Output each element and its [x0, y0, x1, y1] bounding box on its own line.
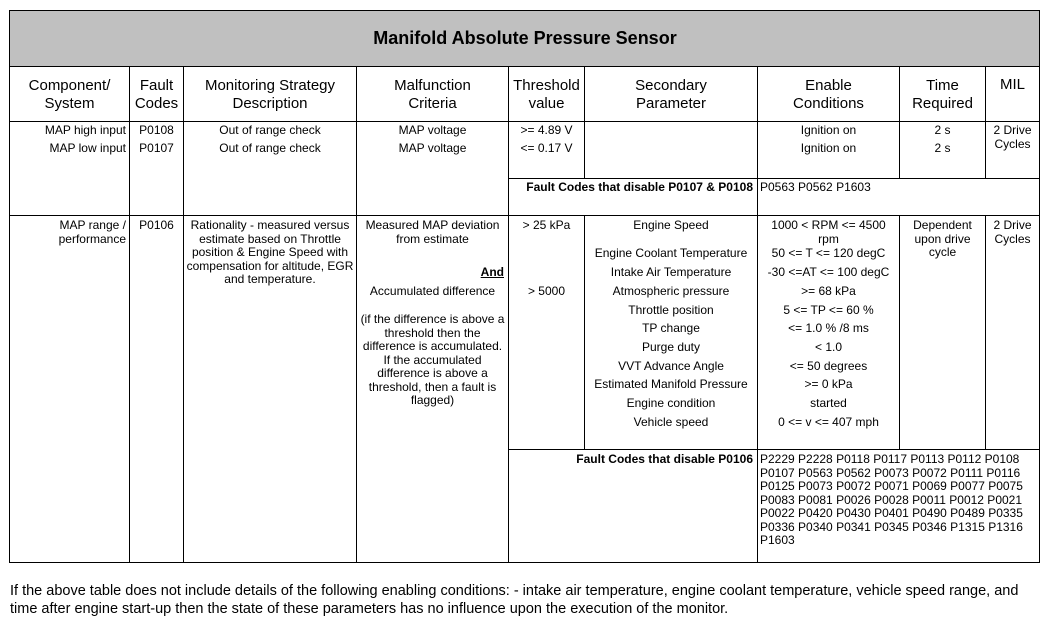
threshold-cell: > 5000	[527, 284, 566, 298]
enable-condition: >= 0 kPa	[804, 377, 853, 391]
enable-condition: <= 50 degrees	[789, 359, 868, 373]
secondary-parameter: Estimated Manifold Pressure	[594, 377, 748, 391]
enable-cell: Ignition on	[800, 123, 857, 137]
time-cell: 2 s	[934, 123, 951, 137]
malfunction-cell: MAP voltage	[398, 123, 467, 137]
secondary-parameter: TP change	[642, 321, 700, 335]
malfunction-criteria-2: Accumulated difference	[369, 284, 496, 298]
header-secondary: Secondary Parameter	[635, 77, 707, 112]
disable-codes-label: Fault Codes that disable P0106	[576, 452, 753, 466]
header-threshold: Threshold value	[513, 77, 580, 112]
header-malfunction: Malfunction Criteria	[394, 77, 471, 112]
strategy-cell: Out of range check	[219, 123, 321, 137]
fault-code-cell: P0107	[139, 141, 174, 155]
enable-condition: 50 <= T <= 120 degC	[771, 246, 886, 260]
fault-code-cell: P0108	[139, 123, 174, 137]
header-enable: Enable Conditions	[793, 77, 864, 112]
secondary-parameter: Atmospheric pressure	[612, 284, 730, 298]
disable-codes-label: Fault Codes that disable P0107 & P0108	[526, 180, 753, 194]
threshold-cell: <= 0.17 V	[520, 141, 573, 155]
strategy-cell: Rationality - measured versus estimate based on Throttle position & Engine Speed with compensation for altitude, EGR and temperature.	[186, 218, 354, 286]
mil-cell: 2 Drive Cycles	[993, 218, 1032, 246]
strategy-cell: Out of range check	[219, 141, 321, 155]
header-fault-codes: Fault Codes	[134, 77, 179, 112]
secondary-parameter: Vehicle speed	[633, 415, 709, 429]
time-cell: 2 s	[934, 141, 951, 155]
enable-condition: started	[810, 396, 847, 410]
header-component: Component/ System	[28, 77, 111, 112]
and-label: And	[480, 265, 504, 279]
enable-condition: 5 <= TP <= 60 %	[783, 303, 874, 317]
component-cell: MAP range / performance	[58, 218, 126, 246]
enable-condition: 0 <= v <= 407 mph	[778, 415, 879, 429]
threshold-cell: >= 4.89 V	[520, 123, 573, 137]
threshold-cell: > 25 kPa	[522, 218, 571, 232]
malfunction-criteria-1: Measured MAP deviation from estimate	[365, 218, 500, 246]
secondary-parameter: Intake Air Temperature	[610, 265, 732, 279]
secondary-parameter: VVT Advance Angle	[618, 359, 724, 373]
secondary-parameter: Engine Coolant Temperature	[594, 246, 748, 260]
secondary-parameter: Throttle position	[628, 303, 714, 317]
enable-condition: < 1.0	[814, 340, 843, 354]
table-title: Manifold Absolute Pressure Sensor	[10, 11, 1040, 66]
malfunction-cell: MAP voltage	[398, 141, 467, 155]
enable-cell: Ignition on	[800, 141, 857, 155]
disable-codes-list: P0563 P0562 P1603	[760, 180, 871, 194]
enable-condition: -30 <=AT <= 100 degC	[767, 265, 890, 279]
component-cell: MAP high input	[44, 123, 126, 137]
footnote: If the above table does not include details of the following enabling conditions: - intake air temperature, engine coolant temperature, vehicle speed range, and time after engine start-up then the state of these parameters has no influence upon the execution of the monitor.	[10, 583, 1019, 617]
secondary-parameter: Purge duty	[641, 340, 701, 354]
header-mil: MIL	[999, 76, 1025, 93]
malfunction-criteria-note: (if the difference is above a threshold then the difference is accumulated. If the accumulated difference is above a threshold, then a fault is flagged)	[360, 312, 505, 407]
fault-code-cell: P0106	[139, 218, 174, 232]
enable-condition: >= 68 kPa	[801, 284, 856, 298]
time-cell: Dependent upon drive cycle	[913, 218, 972, 259]
enable-condition: 1000 < RPM <= 4500 rpm	[771, 218, 886, 246]
secondary-parameter: Engine condition	[626, 396, 716, 410]
header-time: Time Required	[912, 77, 973, 112]
enable-condition: <= 1.0 % /8 ms	[788, 321, 869, 335]
component-cell: MAP low input	[49, 141, 126, 155]
disable-codes-list: P2229 P2228 P0118 P0117 P0113 P0112 P0108 P0107 P0563 P0562 P0073 P0072 P0111 P0116 P0125 P0073 P0072 P0071 P0069 P0077 P0075 P0083 P0081 P0026 P0028 P0011 P0012 P0021 P0022 P0420 P0430 P0401 P0490 P0489 P0335 P0336 P0340 P0341 P0345 P0346 P1315 P1316 P1603	[760, 452, 1023, 547]
mil-cell: 2 Drive Cycles	[993, 123, 1032, 151]
secondary-parameter: Engine Speed	[633, 218, 709, 232]
header-strategy: Monitoring Strategy Description	[204, 77, 336, 112]
